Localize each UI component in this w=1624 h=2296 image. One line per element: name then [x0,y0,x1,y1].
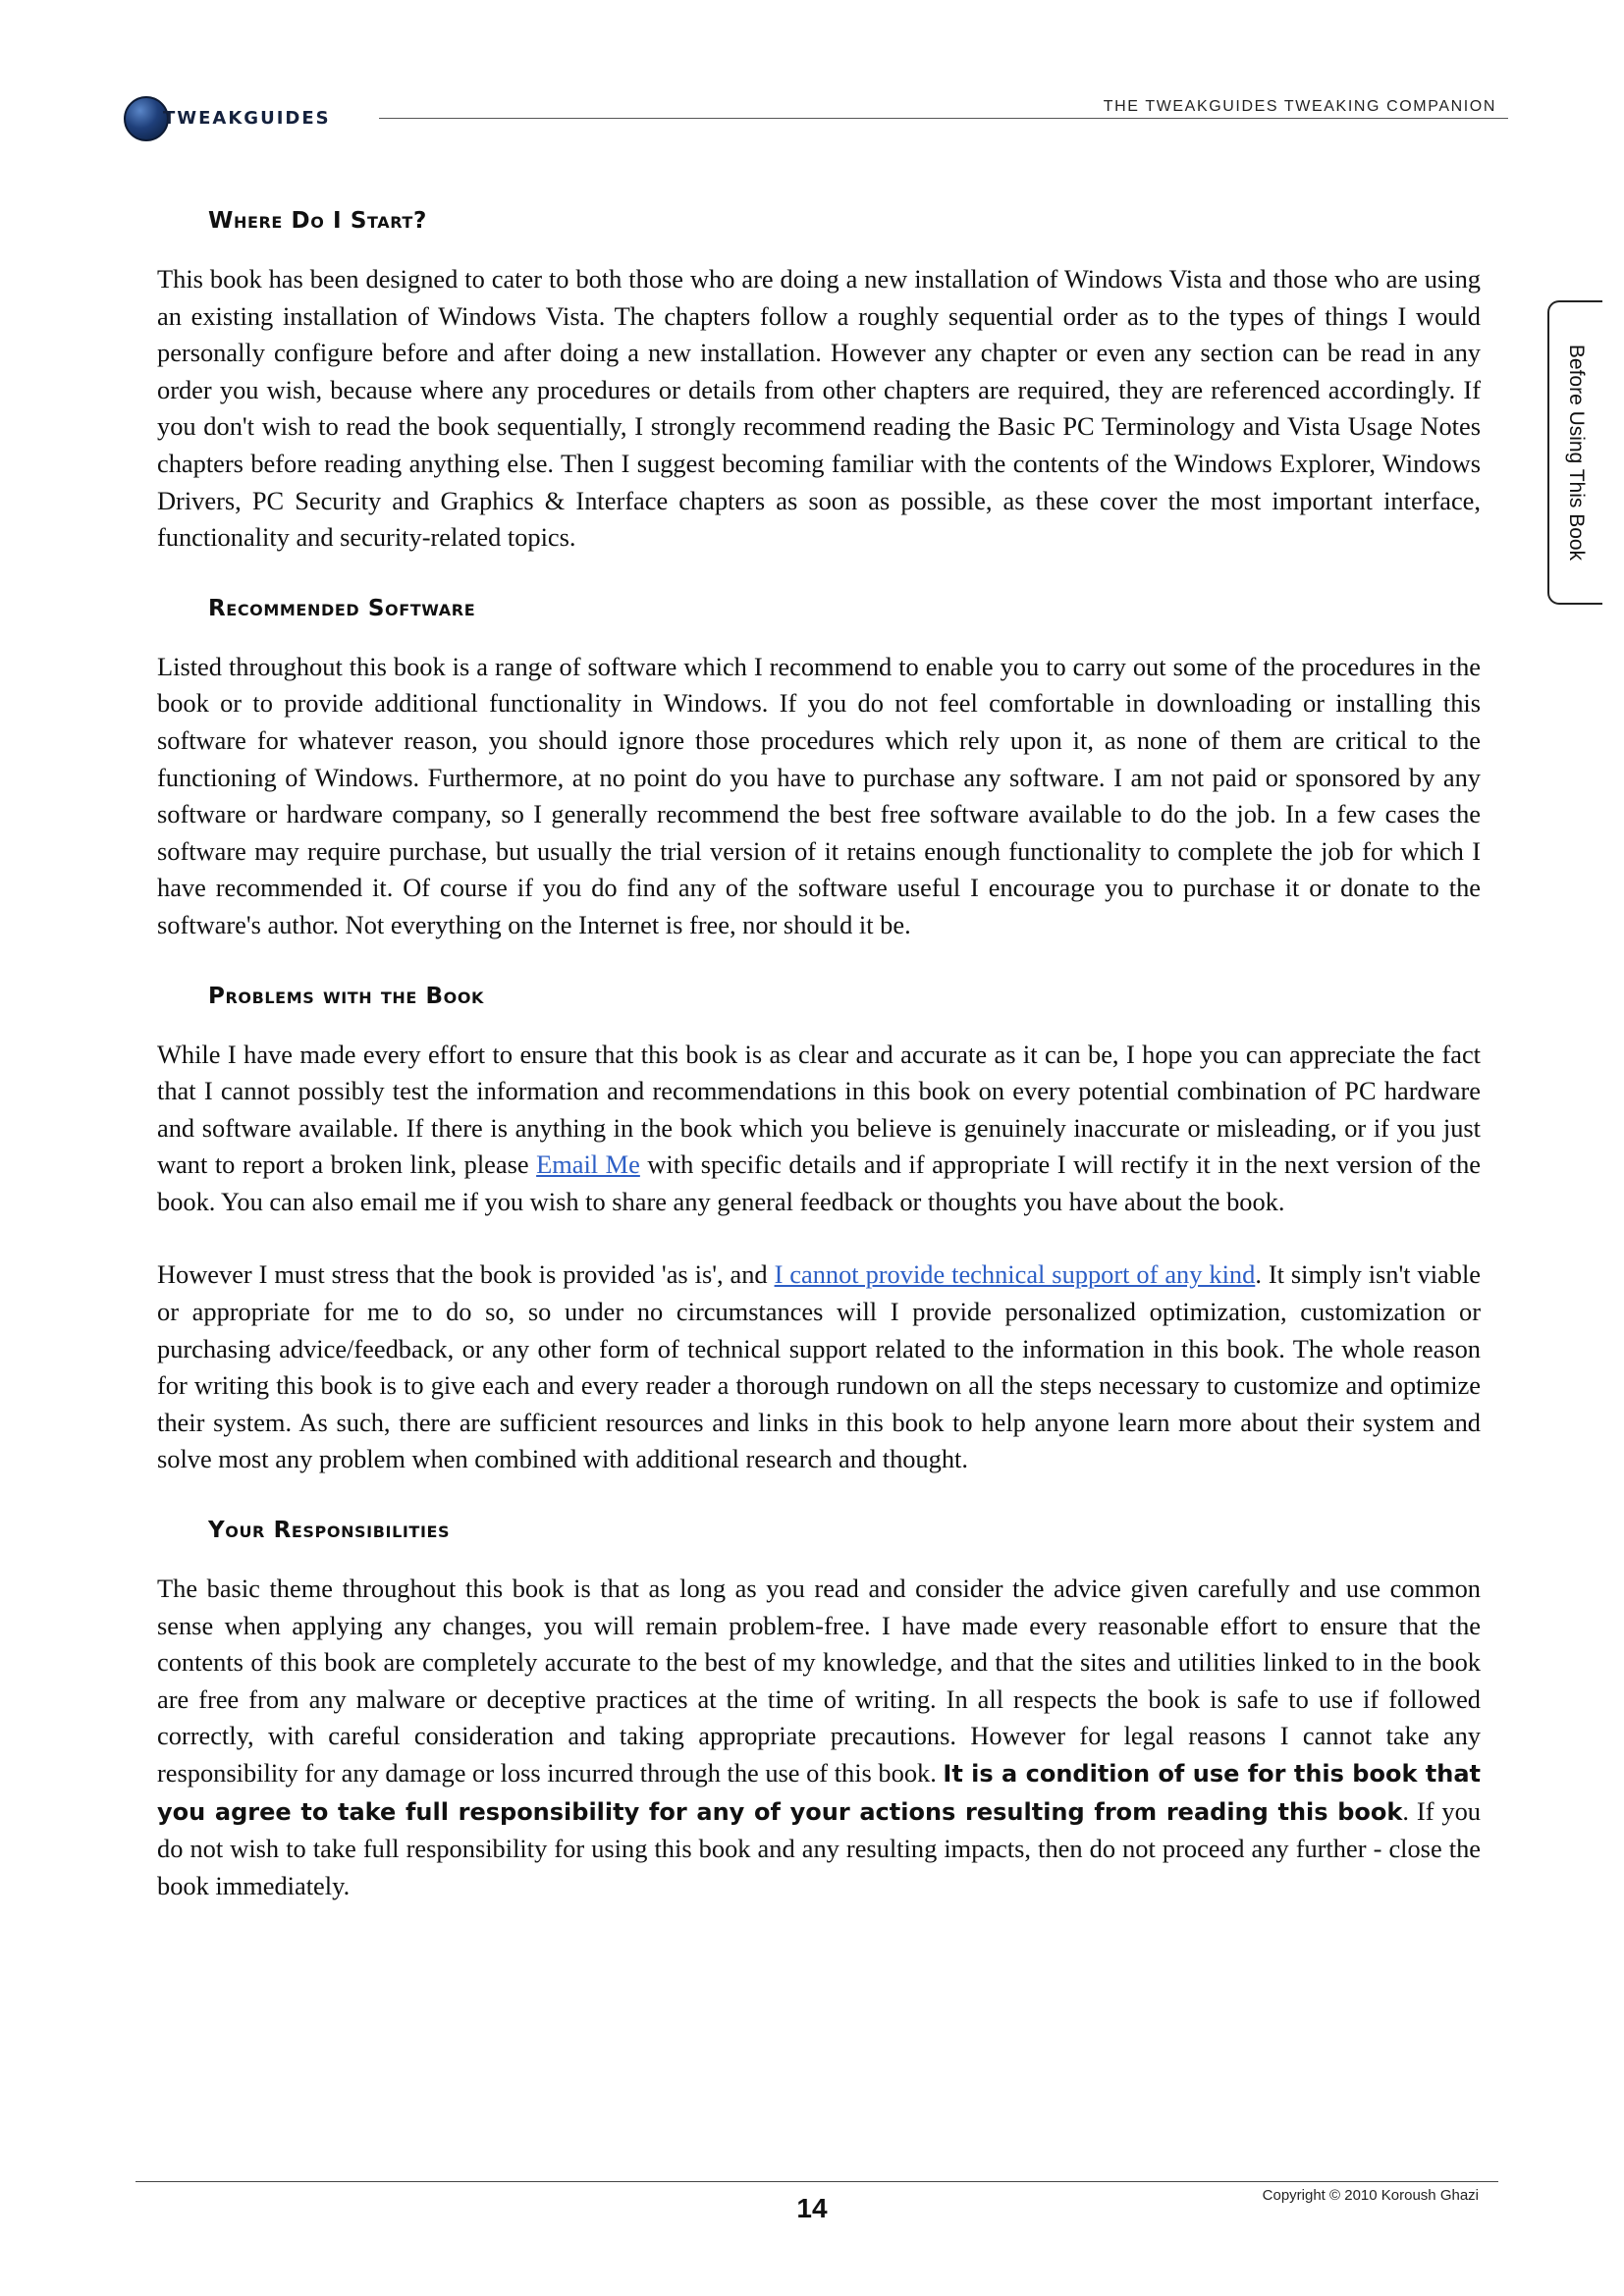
text-segment: . It simply isn't viable or appropriate for me to do so, so under no circumstances will I provide personalized optimization, customization or purchasing advice/feedback, or any other form of technical support related to the information in this book. The whole reason for writing this book is to give each and every reader a thorough rundown on all the steps necessary to customize and optimize their system. As such, there are sufficient resources and links in this book to help anyone learn more about their system and solve most any problem when combined with additional research and thought. [157,1259,1482,1474]
running-header-title: THE TWEAKGUIDES TWEAKING COMPANION [1103,98,1496,115]
email-me-link[interactable]: Email Me [536,1149,640,1180]
text-segment: The basic theme throughout this book is that as long as you read and consider the advice given carefully and use common sense when applying any changes, you will remain problem-free. I have made every reasonable effort to ensure that the contents of this book are completely accurate to the best of my knowledge, and that the sites and utilities linked to in the book are free from any malware or deceptive practices at the time of writing. In all respects the book is safe to use if followed correctly, with careful consideration and taking appropriate precautions. However for legal reasons I cannot take any responsibility for any damage or loss incurred through the use of this book. [157,1574,1481,1788]
header-divider [379,118,1508,119]
text-segment: While I have made every effort to ensure that this book is as clear and accurate as it can be, I hope you can appreciate the fact that I cannot possibly test the information and recommendations in this book on every potential combination of PC hardware and software available. If there is anything in the book which you believe is genuinely inaccurate or misleading, or if you just want to report a broken link, please [157,1039,1481,1180]
bold-condition-of-use: It is a condition of use for this book that you agree to take full responsibility for any of your actions resulting from reading this book [157,1760,1482,1826]
no-tech-support-link[interactable]: I cannot provide technical support of any kind [774,1259,1256,1290]
heading-problems-with-the-book: Problems with the Book [208,983,485,1009]
text-segment: with specific details and if appropriate I will rectify it in the next version of the book. You can also email me if you wish to share any general feedback or thoughts you have about the book. [157,1149,1481,1216]
heading-where-do-i-start: Where Do I Start? [208,208,427,234]
page-number: 14 [796,2193,828,2223]
logo-text: TWEAKGUIDES [163,108,331,129]
chapter-side-tab-label: Before Using This Book [1565,344,1588,561]
heading-recommended-software: Recommended Software [208,595,476,621]
page-body [157,208,1481,1904]
heading-your-responsibilities: Your Responsibilities [208,1518,451,1544]
copyright-notice: Copyright © 2010 Koroush Ghazi [1262,2187,1479,2204]
text-segment: However I must stress that the book is provided 'as is', and [157,1259,775,1290]
text-segment: . If you do not wish to take full responsibility for using this book and any resulting impacts, then do not proceed any further - close the book immediately. [157,1795,1481,1900]
paragraph-where-do-i-start: This book has been designed to cater to both those who are doing a new installation of Windows Vista and those who are using an existing installation of Windows Vista. The chapters follow a roughly sequential order as to the types of things I would personally configure before and after doing a new installation. However any chapter or even any section can be read in any order you wish, because where any procedures or details from other chapters are required, they are referenced accordingly. If you don't wish to read the book sequentially, I strongly recommend reading the Basic PC Terminology and Vista Usage Notes chapters before reading anything else. Then I suggest becoming familiar with the contents of the Windows Explorer, Windows Drivers, PC Security and Graphics & Interface chapters as soon as possible, as these cover the most important interface, functionality and security-related topics. [157,264,1481,553]
paragraph-problems-1 [157,1037,1481,1221]
footer-divider [135,2181,1498,2182]
chapter-side-tab [1547,300,1602,605]
paragraph-your-responsibilities [157,1571,1481,1904]
paragraph-recommended-software: Listed throughout this book is a range of software which I recommend to enable you to carry out some of the procedures in the book or to provide additional functionality in Windows. If you do not feel comfortable in downloading or installing this software for whatever reason, you should ignore those procedures which rely upon it, as none of them are critical to the functioning of Windows. Furthermore, at no point do you have to purchase any software. I am not paid or sponsored by any software or hardware company, so I generally recommend the best free software available to do the job. In a few cases the software may require purchase, but usually the trial version of it retains enough functionality to complete the job for which I have recommended it. Of course if you do find any of the software useful I encourage you to purchase it or donate to the software's author. Not everything on the Internet is free, nor should it be. [157,651,1481,939]
paragraph-problems-2 [157,1256,1481,1478]
